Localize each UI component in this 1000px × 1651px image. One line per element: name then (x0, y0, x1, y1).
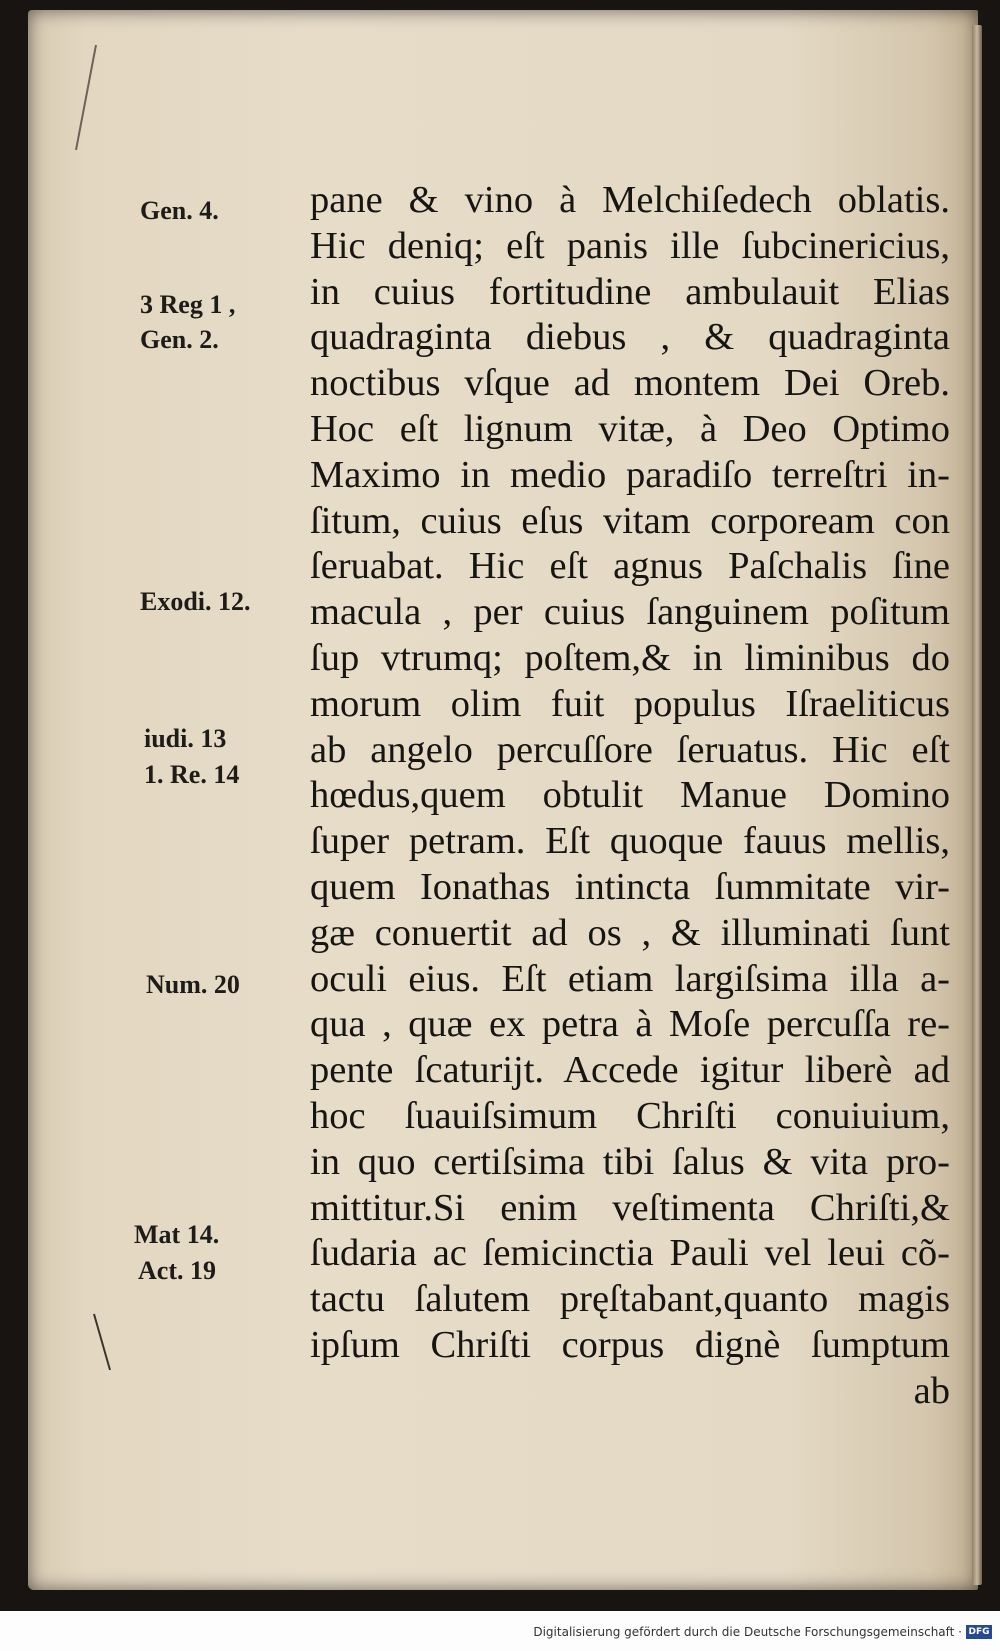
marginal-note-gen-2: Gen. 2. (140, 325, 219, 354)
marginal-note-iudi: iudi. 13 (144, 724, 227, 753)
marginal-note-1-re: 1. Re. 14 (144, 760, 240, 789)
marginal-note-gen-4: Gen. 4. (140, 196, 219, 225)
marginal-note-num: Num. 20 (146, 970, 240, 999)
text-line: in cuius fortitudine ambulauit Elias (310, 270, 950, 313)
text-line: ipſum Chriſti corpus dignè ſumptum (310, 1323, 950, 1366)
text-line: ſuper petram. Eſt quoque fauus mellis, (310, 820, 950, 863)
page-edge (972, 25, 982, 1585)
text-line: hoc ſuauiſsimum Chriſti conuiuium, (310, 1094, 950, 1137)
text-line: oculi eius. Eſt etiam largiſsima illa a- (310, 957, 950, 1000)
text-line: mittitur.Si enim veſtimenta Chriſti,& (310, 1186, 950, 1229)
marginal-note-mat: Mat 14. (134, 1220, 220, 1249)
text-line: morum olim fuit populus Iſraeliticus (310, 682, 950, 725)
text-line: ab angelo percuſſore ſeruatus. Hic eſt (310, 728, 950, 771)
footer-bar (0, 1611, 1000, 1651)
text-line: ſitum, cuius eſus vitam corpoream con (310, 499, 950, 542)
text-line: macula , per cuius ſanguinem poſitum (310, 591, 950, 634)
text-line: pane & vino à Melchiſedech oblatis. (310, 179, 950, 221)
marginal-note-3-reg: 3 Reg 1 , (140, 290, 236, 319)
text-line: ſeruabat. Hic eſt agnus Paſchalis ſine (310, 545, 950, 588)
text-line: in quo certiſsima tibi ſalus & vita pro- (310, 1140, 950, 1183)
text-line: pente ſcaturijt. Accede igitur liberè ad (310, 1049, 950, 1092)
text-line: Maximo in medio paradiſo terreſtri in- (310, 453, 950, 496)
text-line: tactu ſalutem pręſtabant,quanto magis (310, 1278, 950, 1321)
marginal-note-exodi: Exodi. 12. (140, 587, 251, 616)
footer-credit: Digitalisierung gefördert durch die Deutsche Forschungsgemeinschaft · (533, 1625, 962, 1639)
text-line: ſudaria ac ſemicinctia Pauli vel leui cõ- (310, 1232, 950, 1275)
text-line: qua , quæ ex petra à Moſe percuſſa re- (310, 1003, 950, 1046)
ink-stroke-mark-lower (88, 1310, 118, 1389)
text-line: quadraginta diebus , & quadraginta (310, 316, 950, 359)
text-line: Hic deniq; eſt panis ille ſubcinericius, (310, 224, 950, 267)
dfg-logo-icon: DFG (966, 1625, 992, 1639)
catchword: ab (913, 1369, 950, 1412)
marginal-note-act: Act. 19 (138, 1256, 216, 1285)
text-line: noctibus vſque ad montem Dei Oreb. (310, 362, 950, 405)
text-line: quem Ionathas intincta ſummitate vir- (310, 865, 950, 908)
text-line: Hoc eſt lignum vitæ, à Deo Optimo (310, 407, 950, 450)
text-line: gæ conuertit ad os , & illuminati ſunt (310, 911, 950, 954)
text-line: ſup vtrumq; poſtem,& in liminibus do (310, 636, 950, 679)
ink-stroke-mark (66, 40, 106, 169)
text-line: hœdus,quem obtulit Manue Domino (310, 774, 950, 817)
body-text (310, 178, 950, 1415)
